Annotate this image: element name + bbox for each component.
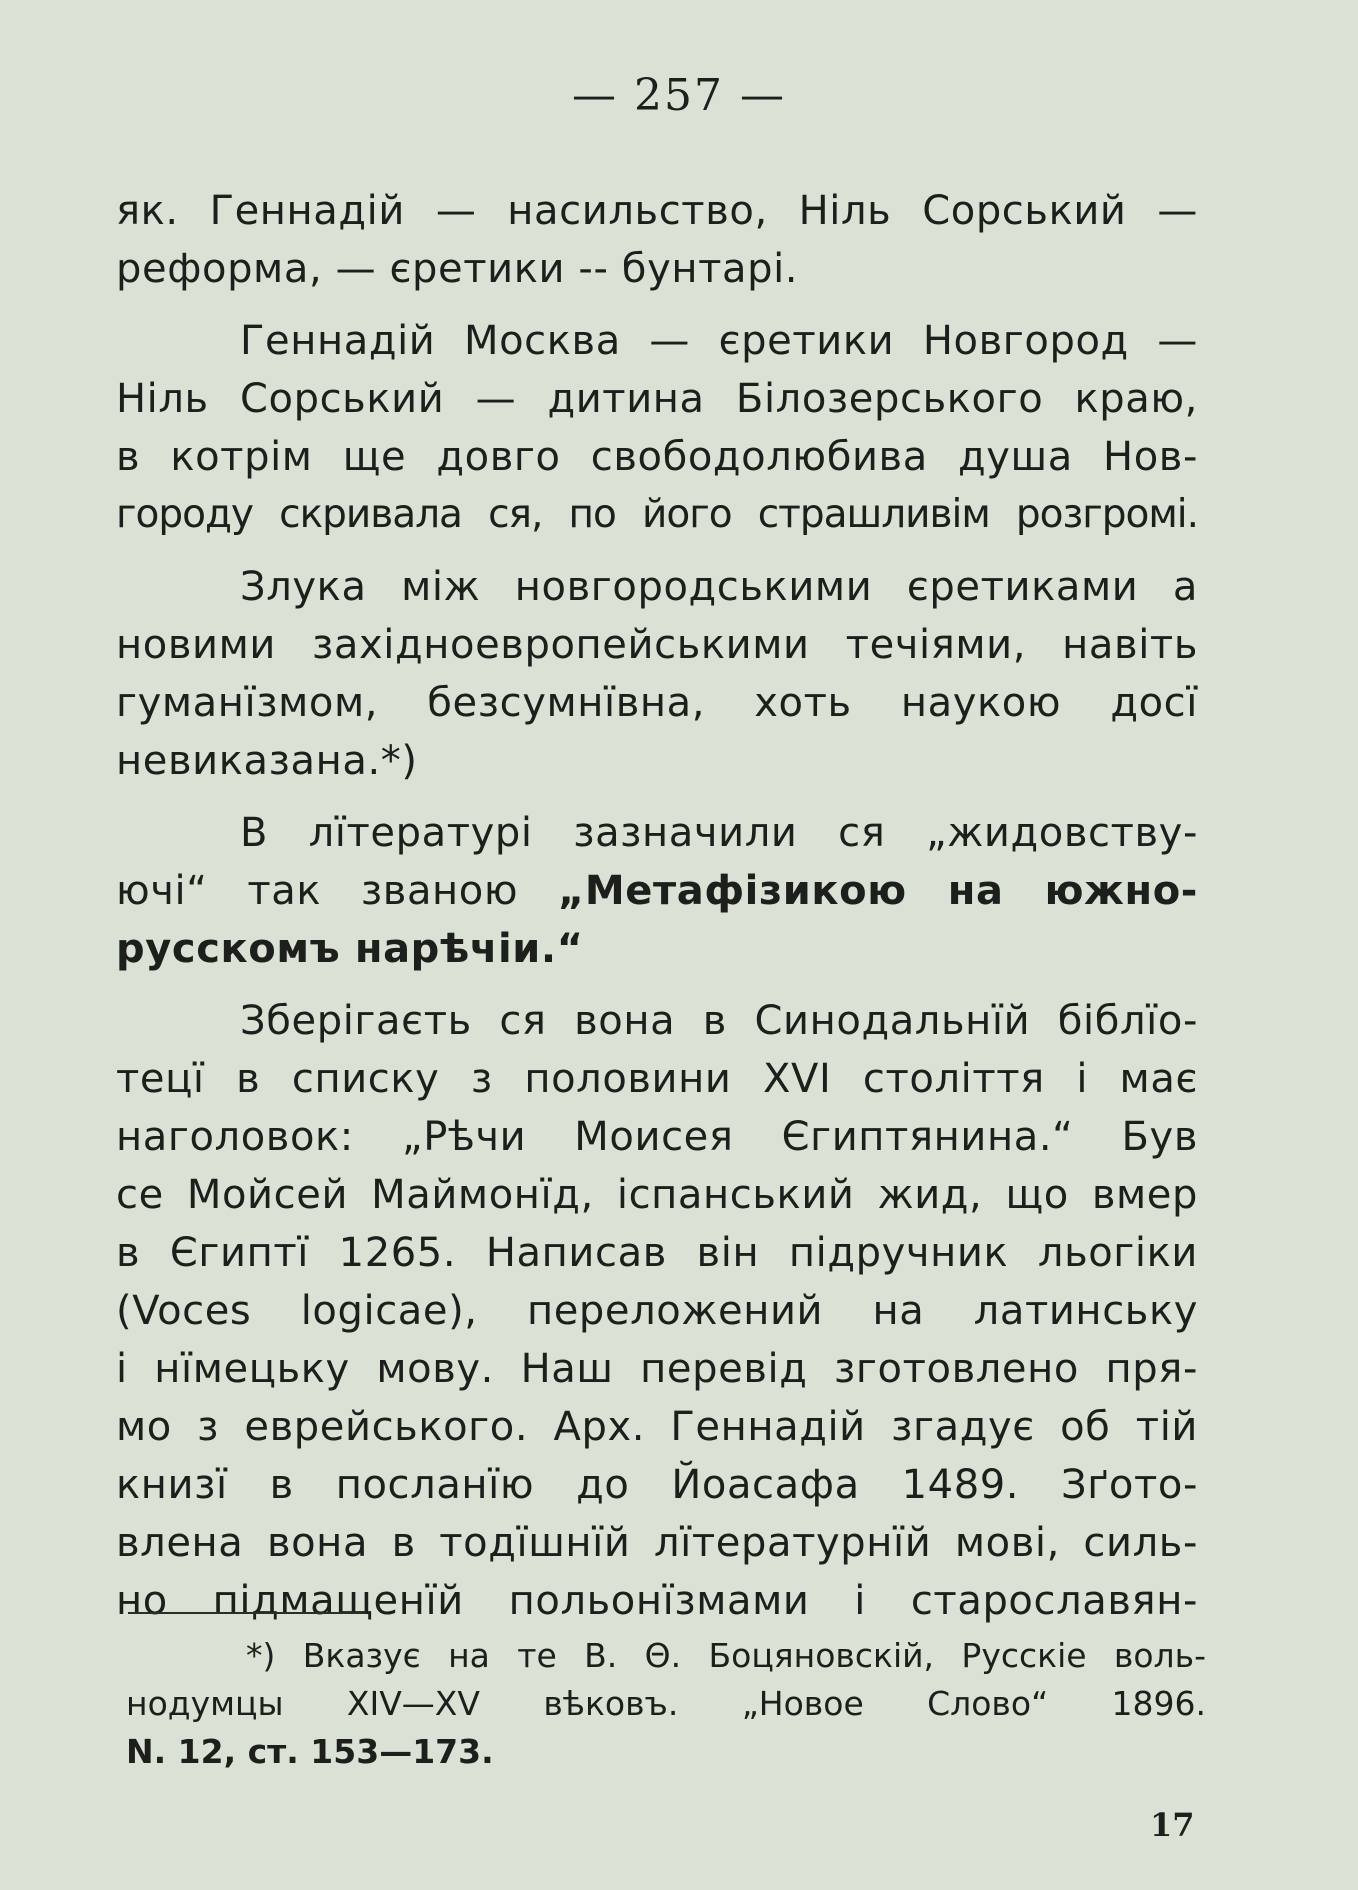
text-line: наголовок: „Рѣчи Моисея Єгиптянина.“ Був <box>116 1114 1198 1160</box>
text-line: в Єгиптї 1265. Написав він підручник льогіки <box>116 1230 1198 1276</box>
text-line: се Мойсей Маймонїд, іспанський жид, що вмер <box>116 1172 1198 1218</box>
footnote-line: нодумцы XIV—XV вѣковъ. „Новое Слово“ 1896. <box>126 1684 1206 1723</box>
footnote-line: *) Вказує на те В. Θ. Боцяновскій, Русскіе воль- <box>246 1636 1206 1675</box>
footnote-divider <box>128 1612 366 1614</box>
text-line: (Voces logicae), переложений на латинську <box>116 1288 1198 1334</box>
book-title-bold: „Метафізикою на южно- <box>557 868 1198 914</box>
text-segment: ючі“ так званою <box>116 868 519 914</box>
text-line: невиказана.*) <box>116 738 418 784</box>
footnote <box>126 1632 1206 1776</box>
text-line <box>116 920 1198 978</box>
text-line: Злука між новгородськими єретиками а <box>240 564 1198 610</box>
footnote-line: N. 12, ст. 153—173. <box>126 1732 494 1771</box>
text-line: як. Геннадій — насильство, Ніль Сорський — <box>116 188 1198 234</box>
text-line: новими західноевропейськими течіями, навіть <box>116 622 1198 668</box>
text-line: Геннадій Москва — єретики Новгород — <box>240 318 1198 364</box>
page-number: — 257 — <box>572 70 786 121</box>
text-line: мо з еврейського. Арх. Геннадій згадує об тій <box>116 1404 1198 1450</box>
text-line: В лїтературі зазначили ся „жидовству- <box>240 810 1198 856</box>
text-line-mixed <box>116 862 1198 920</box>
text-line: Ніль Сорський — дитина Білозерського краю, <box>116 376 1198 422</box>
text-line: гуманїзмом, безсумнївна, хоть наукою досї <box>116 680 1198 726</box>
book-title-bold-cont: русскомъ нарѣчіи.“ <box>116 926 584 972</box>
text-line: книзї в посланїю до Йоасафа 1489. Зґото- <box>116 1462 1198 1508</box>
text-line: і нїмецьку мову. Наш перевід зготовлено пря- <box>116 1346 1198 1392</box>
text-line: реформа, — єретики -- бунтарі. <box>116 246 799 292</box>
body-text <box>116 182 1198 1630</box>
text-line: в котрім ще довго свободолюбива душа Нов- <box>116 434 1198 480</box>
text-line: тецї в списку з половини XVI століття і має <box>116 1056 1198 1102</box>
text-line: Зберігаєть ся вона в Синодальнїй біблїо- <box>240 998 1198 1044</box>
text-line: но підмащенїй польонїзмами і старославян- <box>116 1578 1198 1624</box>
text-line: городу скривала ся, по його страшливім розгромі. <box>116 492 1198 537</box>
signature-mark: 17 <box>1150 1806 1195 1844</box>
text-line: влена вона в тодїшнїй лїтературнїй мові, силь- <box>116 1520 1198 1566</box>
